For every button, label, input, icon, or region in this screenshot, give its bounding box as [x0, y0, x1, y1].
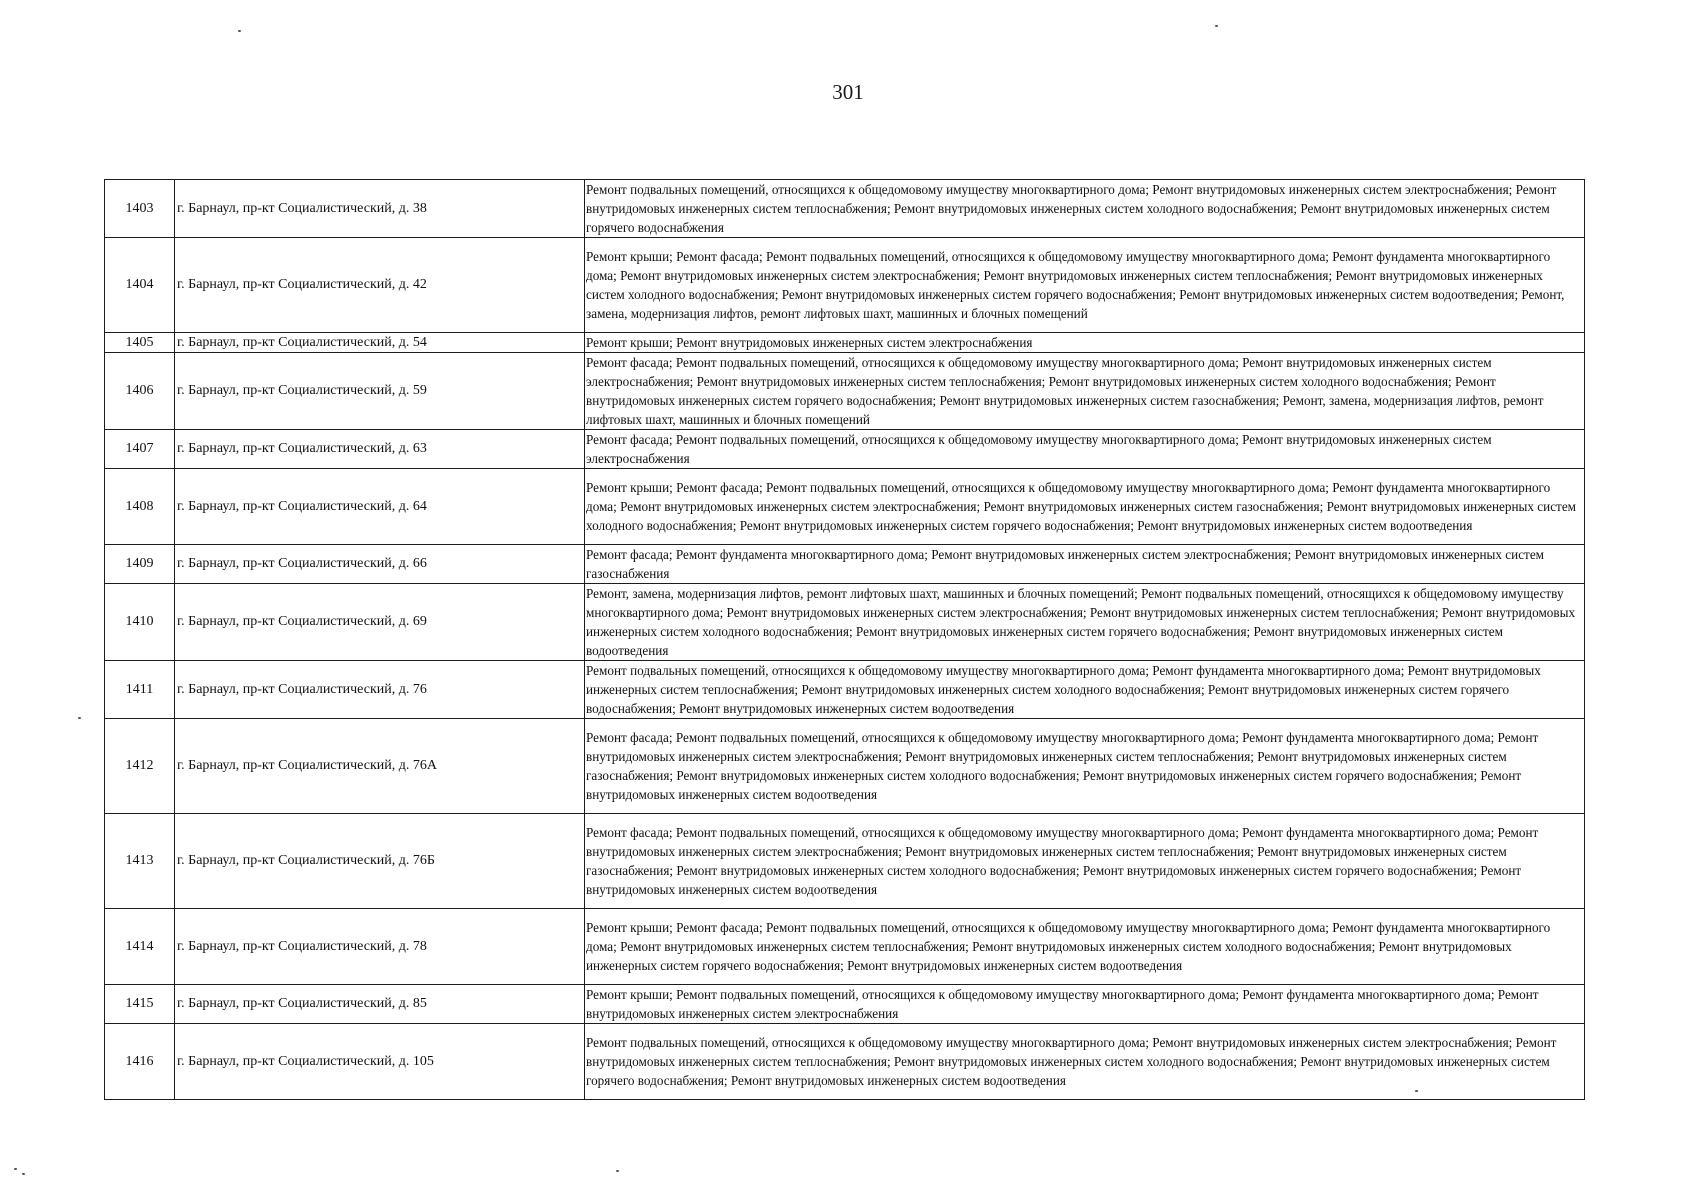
row-works: Ремонт подвальных помещений, относящихся к общедомовому имуществу многоквартирного дома; Ремонт внутридомовых инженерных систем электроснабжения; Ремонт внутридомовых инженерных систем теплоснабжения; Ремонт внутридомовых инженерных систем холодного водоснабжения; Ремонт внутридомовых инженерных систем горячего водоснабжения; Ремонт внутридомовых инженерных систем водоотведения — [585, 1024, 1585, 1100]
row-address: г. Барнаул, пр-кт Социалистический, д. 85 — [175, 985, 585, 1024]
page-number: 301 — [832, 80, 864, 104]
table-row — [105, 333, 1585, 353]
row-number: 1407 — [105, 430, 175, 469]
row-number: 1409 — [105, 545, 175, 584]
row-works: Ремонт крыши; Ремонт фасада; Ремонт подвальных помещений, относящихся к общедомовому имуществу многоквартирного дома; Ремонт фундамента многоквартирного дома; Ремонт внутридомовых инженерных систем электроснабжения; Ремонт внутридомовых инженерных систем теплоснабжения; Ремонт внутридомовых инженерных систем холодного водоснабжения; Ремонт внутридомовых инженерных систем горячего водоснабжения; Ремонт внутридомовых инженерных систем водоотведения; Ремонт, замена, модернизация лифтов, ремонт лифтовых шахт, машинных и блочных помещений — [585, 238, 1585, 333]
row-address: г. Барнаул, пр-кт Социалистический, д. 69 — [175, 584, 585, 661]
row-number: 1403 — [105, 180, 175, 238]
row-works: Ремонт крыши; Ремонт внутридомовых инженерных систем электроснабжения — [585, 333, 1585, 353]
row-number: 1416 — [105, 1024, 175, 1100]
row-address: г. Барнаул, пр-кт Социалистический, д. 59 — [175, 353, 585, 430]
row-number: 1405 — [105, 333, 175, 353]
row-number: 1411 — [105, 661, 175, 719]
table-row — [105, 469, 1585, 545]
scan-speck — [78, 717, 81, 719]
table-row — [105, 238, 1585, 333]
row-address: г. Барнаул, пр-кт Социалистический, д. 78 — [175, 909, 585, 985]
row-address: г. Барнаул, пр-кт Социалистический, д. 76 — [175, 661, 585, 719]
row-works: Ремонт крыши; Ремонт фасада; Ремонт подвальных помещений, относящихся к общедомовому имуществу многоквартирного дома; Ремонт фундамента многоквартирного дома; Ремонт внутридомовых инженерных систем теплоснабжения; Ремонт внутридомовых инженерных систем холодного водоснабжения; Ремонт внутридомовых инженерных систем горячего водоснабжения; Ремонт внутридомовых инженерных систем водоотведения — [585, 909, 1585, 985]
row-address: г. Барнаул, пр-кт Социалистический, д. 64 — [175, 469, 585, 545]
row-address: г. Барнаул, пр-кт Социалистический, д. 54 — [175, 333, 585, 353]
row-address: г. Барнаул, пр-кт Социалистический, д. 76Б — [175, 814, 585, 909]
row-address: г. Барнаул, пр-кт Социалистический, д. 63 — [175, 430, 585, 469]
table-body — [105, 180, 1585, 1100]
row-address: г. Барнаул, пр-кт Социалистический, д. 38 — [175, 180, 585, 238]
row-number: 1413 — [105, 814, 175, 909]
scan-speck — [14, 1168, 17, 1170]
row-address: г. Барнаул, пр-кт Социалистический, д. 76А — [175, 719, 585, 814]
row-works: Ремонт фасада; Ремонт фундамента многоквартирного дома; Ремонт внутридомовых инженерных систем электроснабжения; Ремонт внутридомовых инженерных систем газоснабжения — [585, 545, 1585, 584]
table-row — [105, 814, 1585, 909]
scan-speck — [1415, 1090, 1418, 1092]
row-number: 1412 — [105, 719, 175, 814]
table-row — [105, 661, 1585, 719]
row-number: 1415 — [105, 985, 175, 1024]
table-row — [105, 909, 1585, 985]
row-works: Ремонт, замена, модернизация лифтов, ремонт лифтовых шахт, машинных и блочных помещений; Ремонт подвальных помещений, относящихся к общедомовому имуществу многоквартирного дома; Ремонт внутридомовых инженерных систем электроснабжения; Ремонт внутридомовых инженерных систем теплоснабжения; Ремонт внутридомовых инженерных систем холодного водоснабжения; Ремонт внутридомовых инженерных систем горячего водоснабжения; Ремонт внутридомовых инженерных систем водоотведения — [585, 584, 1585, 661]
repair-plan-table — [104, 179, 1585, 1100]
row-works: Ремонт фасада; Ремонт подвальных помещений, относящихся к общедомовому имуществу многоквартирного дома; Ремонт внутридомовых инженерных систем электроснабжения; Ремонт внутридомовых инженерных систем теплоснабжения; Ремонт внутридомовых инженерных систем холодного водоснабжения; Ремонт внутридомовых инженерных систем горячего водоснабжения; Ремонт внутридомовых инженерных систем газоснабжения; Ремонт, замена, модернизация лифтов, ремонт лифтовых шахт, машинных и блочных помещений — [585, 353, 1585, 430]
scan-speck — [616, 1170, 619, 1172]
row-works: Ремонт фасада; Ремонт подвальных помещений, относящихся к общедомовому имуществу многоквартирного дома; Ремонт внутридомовых инженерных систем электроснабжения — [585, 430, 1585, 469]
repair-plan-table-wrap — [104, 179, 1584, 1100]
row-works: Ремонт фасада; Ремонт подвальных помещений, относящихся к общедомовому имуществу многоквартирного дома; Ремонт фундамента многоквартирного дома; Ремонт внутридомовых инженерных систем электроснабжения; Ремонт внутридомовых инженерных систем теплоснабжения; Ремонт внутридомовых инженерных систем газоснабжения; Ремонт внутридомовых инженерных систем холодного водоснабжения; Ремонт внутридомовых инженерных систем горячего водоснабжения; Ремонт внутридомовых инженерных систем водоотведения — [585, 814, 1585, 909]
table-row — [105, 719, 1585, 814]
row-number: 1408 — [105, 469, 175, 545]
row-number: 1414 — [105, 909, 175, 985]
scan-speck — [22, 1173, 25, 1175]
row-works: Ремонт фасада; Ремонт подвальных помещений, относящихся к общедомовому имуществу многоквартирного дома; Ремонт фундамента многоквартирного дома; Ремонт внутридомовых инженерных систем электроснабжения; Ремонт внутридомовых инженерных систем теплоснабжения; Ремонт внутридомовых инженерных систем газоснабжения; Ремонт внутридомовых инженерных систем холодного водоснабжения; Ремонт внутридомовых инженерных систем горячего водоснабжения; Ремонт внутридомовых инженерных систем водоотведения — [585, 719, 1585, 814]
table-row — [105, 985, 1585, 1024]
row-number: 1406 — [105, 353, 175, 430]
table-row — [105, 430, 1585, 469]
row-address: г. Барнаул, пр-кт Социалистический, д. 66 — [175, 545, 585, 584]
scan-speck — [238, 30, 241, 32]
row-address: г. Барнаул, пр-кт Социалистический, д. 105 — [175, 1024, 585, 1100]
table-row — [105, 584, 1585, 661]
row-number: 1410 — [105, 584, 175, 661]
table-row — [105, 1024, 1585, 1100]
row-number: 1404 — [105, 238, 175, 333]
row-works: Ремонт крыши; Ремонт подвальных помещений, относящихся к общедомовому имуществу многоквартирного дома; Ремонт фундамента многоквартирного дома; Ремонт внутридомовых инженерных систем электроснабжения — [585, 985, 1585, 1024]
row-works: Ремонт крыши; Ремонт фасада; Ремонт подвальных помещений, относящихся к общедомовому имуществу многоквартирного дома; Ремонт фундамента многоквартирного дома; Ремонт внутридомовых инженерных систем электроснабжения; Ремонт внутридомовых инженерных систем газоснабжения; Ремонт внутридомовых инженерных систем холодного водоснабжения; Ремонт внутридомовых инженерных систем горячего водоснабжения; Ремонт внутридомовых инженерных систем водоотведения — [585, 469, 1585, 545]
table-row — [105, 353, 1585, 430]
row-address: г. Барнаул, пр-кт Социалистический, д. 42 — [175, 238, 585, 333]
row-works: Ремонт подвальных помещений, относящихся к общедомовому имуществу многоквартирного дома; Ремонт фундамента многоквартирного дома; Ремонт внутридомовых инженерных систем теплоснабжения; Ремонт внутридомовых инженерных систем холодного водоснабжения; Ремонт внутридомовых инженерных систем горячего водоснабжения; Ремонт внутридомовых инженерных систем водоотведения — [585, 661, 1585, 719]
row-works: Ремонт подвальных помещений, относящихся к общедомовому имуществу многоквартирного дома; Ремонт внутридомовых инженерных систем электроснабжения; Ремонт внутридомовых инженерных систем теплоснабжения; Ремонт внутридомовых инженерных систем холодного водоснабжения; Ремонт внутридомовых инженерных систем горячего водоснабжения — [585, 180, 1585, 238]
table-row — [105, 545, 1585, 584]
table-row — [105, 180, 1585, 238]
scan-speck — [1215, 25, 1218, 27]
